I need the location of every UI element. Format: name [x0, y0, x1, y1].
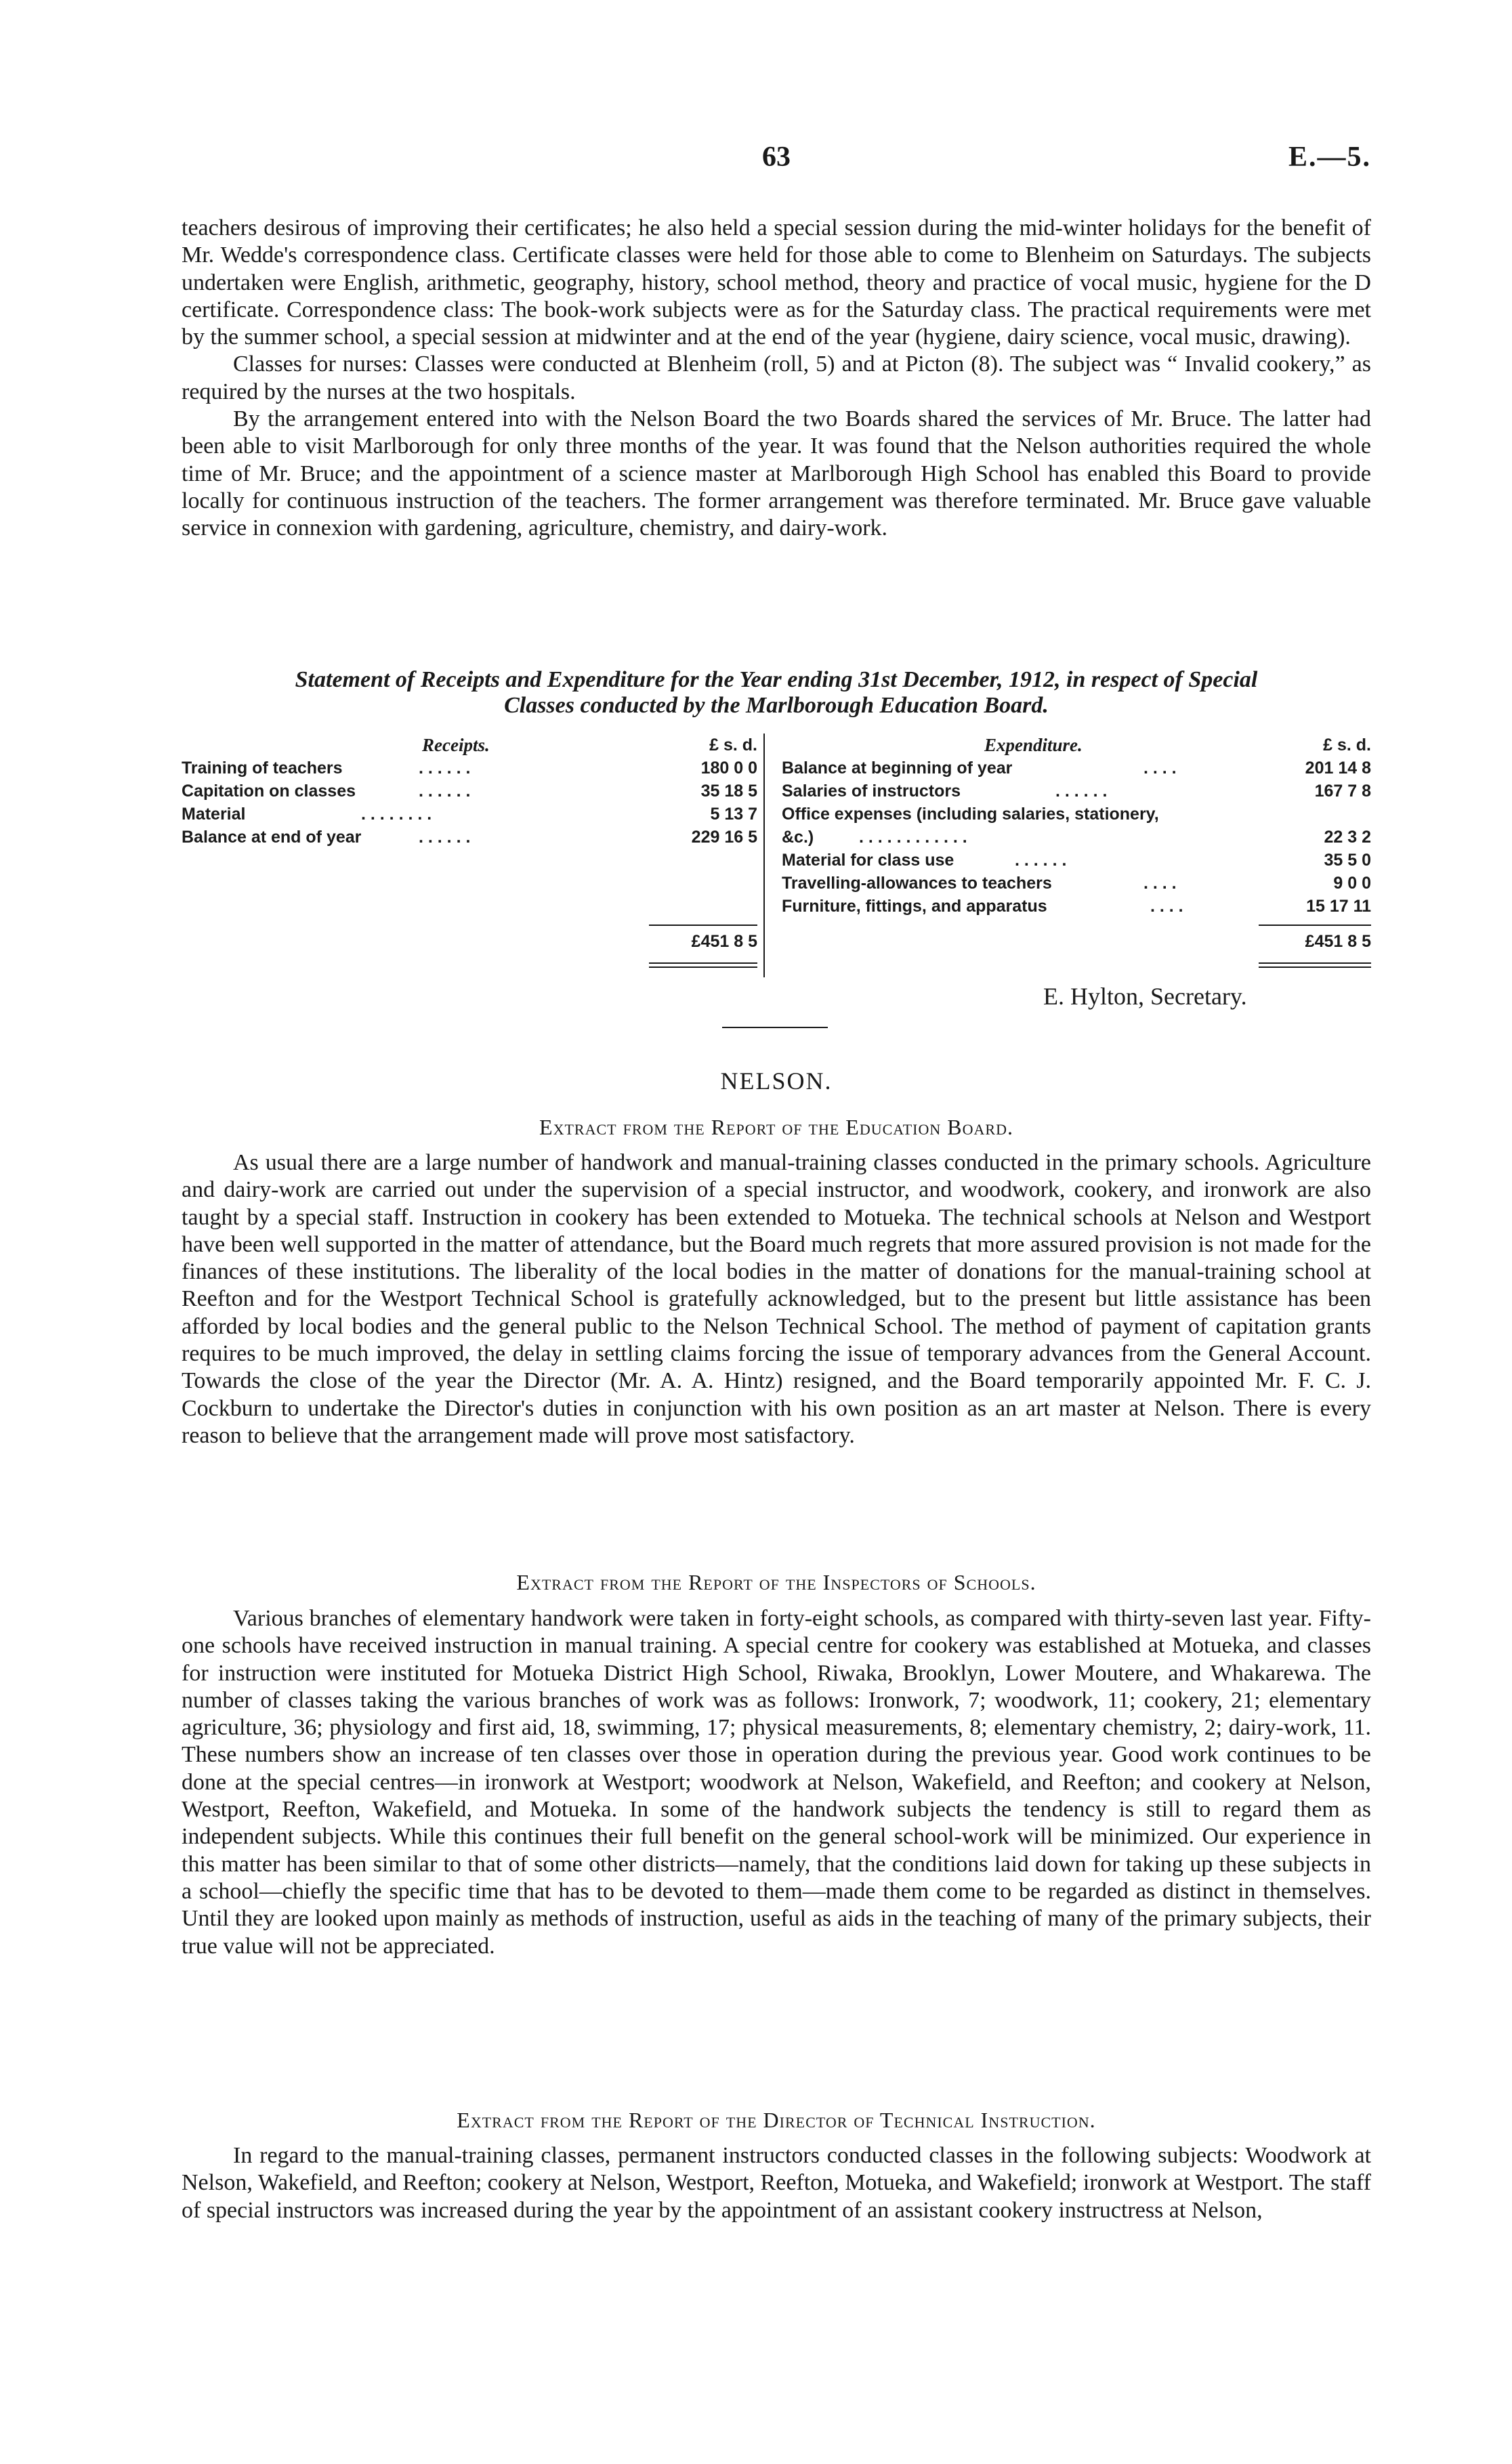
expenditure-row-label: &c.): [782, 828, 814, 847]
receipt-row-label: Material: [182, 805, 246, 824]
expenditure-row-leader: . . . .: [1143, 759, 1177, 778]
inspectors-report-heading: Extract from the Report of the Inspectors of Schools.: [516, 1570, 1036, 1594]
expenditure-row-amount: 22 3 2: [1324, 828, 1371, 847]
expenditure-total-rule: [1259, 925, 1371, 926]
board-report-heading: Extract from the Report of the Education Board.: [539, 1115, 1013, 1139]
director-report-heading: Extract from the Report of the Director of Technical Instruction.: [457, 2108, 1096, 2132]
expenditure-row-amount: 201 14 8: [1305, 759, 1371, 778]
receipt-row-label: Balance at end of year: [182, 828, 362, 847]
expenditure-total: £451 8 5: [1305, 932, 1371, 951]
receipt-row-label: Capitation on classes: [182, 782, 356, 801]
expenditure-row-amount: 35 5 0: [1324, 851, 1371, 870]
director-report-text: [182, 2142, 1371, 2224]
receipt-row-amount: 180 0 0: [700, 759, 757, 778]
receipts-heading: Receipts.: [422, 735, 490, 755]
expenditure-row-label: Furniture, fittings, and apparatus: [782, 897, 1047, 916]
nelson-title: NELSON.: [720, 1067, 833, 1095]
receipts-double-rule-top: [649, 962, 757, 964]
statement-title: [182, 667, 1371, 719]
expenditure-double-rule-top: [1259, 962, 1371, 964]
signature: E. Hylton, Secretary.: [1043, 983, 1247, 1010]
expenditure-row-leader: . . . . . . . . . . . .: [859, 828, 967, 847]
expenditure-row-label: Salaries of instructors: [782, 782, 961, 801]
board-report-text: [182, 1149, 1371, 1449]
expenditure-row-amount: 9 0 0: [1333, 874, 1371, 893]
director-report-paragraph: In regard to the manual-training classes, permanent instructors conducted classes in the following subjects: Woodwork at Nelson, Wakefield, and Reefton; cookery at Nelson, Westport, Reefton, Motueka, and Wakefield; ironwork at Westport. The staff of special instructors was increased during the year by the appointment of an assistant cookery instructress at Nelson,: [182, 2143, 1371, 2223]
expenditure-row-leader: . . . . . .: [1015, 851, 1067, 870]
receipt-row-leader: . . . . . .: [419, 759, 471, 778]
receipts-expenditure-table: [182, 734, 1371, 977]
paragraph-mr-bruce: By the arrangement entered into with the Nelson Board the two Boards shared the services of Mr. Bruce. The latter had been able to visit Marlborough for only three months of the year. It was found that the Nelson authorities required the whole time of Mr. Bruce; and the appointment of a science master at Marlborough High School has enabled this Board to provide locally for continuous instruction of the teachers. The former arrangement was therefore terminated. Mr. Bruce gave valuable service in connexion with gardening, agriculture, chemistry, and dairy-work.: [182, 406, 1371, 541]
expenditure-row-leader: . . . . . .: [1055, 782, 1108, 801]
expenditure-row-label: Material for class use: [782, 851, 954, 870]
inspectors-report-paragraph: Various branches of elementary handwork were taken in forty-eight schools, as compared with thirty-seven last year. Fifty-one schools have received instruction in manual training. A special centre for cookery was established at Motueka, and classes for instruction were instituted for Motueka District High School, Riwaka, Brooklyn, Lower Moutere, and Whakarewa. The number of classes taking the various branches of work was as follows: Ironwork, 7; woodwork, 11; cookery, 21; elementary agriculture, 36; physiology and first aid, 18, swimming, 17; physical measurements, 8; elementary chemistry, 2; dairy-work, 11. These numbers show an increase of ten classes over those in operation during the previous year. Good work continues to be done at the special centres—in ironwork at Westport; woodwork at Nelson, Wakefield, and Reefton; and cookery at Nelson, Westport, Reefton, Wakefield, and Motueka. In some of the handwork subjects the tendency is still to regard them as independent subjects. While this continues their full benefit on the general school-work will be minimized. Our experience in this matter has been similar to that of some other districts—namely, that the conditions laid down for taking up these subjects in a school—chiefly the specific time that has to be devoted to them—made them come to be regarded as distinct in themselves. Until they are looked upon mainly as methods of instruction, useful as aids in the teaching of many of the primary subjects, their true value will not be appreciated.: [182, 1606, 1371, 1959]
receipt-row-leader: . . . . . . . .: [361, 805, 432, 824]
column-divider: [763, 734, 765, 977]
receipt-row-leader: . . . . . .: [419, 782, 471, 801]
receipts-total: £451 8 5: [691, 932, 757, 951]
board-report-paragraph: As usual there are a large number of handwork and manual-training classes conducted in the primary schools. Agriculture and dairy-work are carried out under the supervision of a special instructor, and woodwork, cookery, and ironwork are also taught by a special staff. Instruction in cookery has been extended to Motueka. The technical schools at Nelson and Westport have been well supported in the matter of attendance, but the Board much regrets that more assured provision is not made for the finances of these institutions. The liberality of the local bodies in the matter of donations for the manual-training school at Reefton and for the Westport Technical School is gratefully acknowledged, but to the present but little assistance has been afforded by local bodies and the general public to the Nelson Technical School. The method of payment of capitation grants requires to be much improved, the delay in settling claims forcing the issue of temporary advances from the General Account. Towards the close of the year the Director (Mr. A. A. Hintz) resigned, and the Board temporarily appointed Mr. F. C. J. Cockburn to undertake the Director's duties in conjunction with his own position as an art master at Nelson. There is every reason to believe that the arrangement made will prove most satisfactory.: [182, 1150, 1371, 1448]
expenditure-row-label: Balance at beginning of year: [782, 759, 1013, 778]
expenditure-row-amount: 15 17 11: [1306, 897, 1371, 916]
receipts-double-rule-bottom: [649, 967, 757, 968]
expenditure-double-rule-bottom: [1259, 967, 1371, 968]
section-separator: [722, 1027, 828, 1028]
receipts-total-rule: [649, 925, 757, 926]
expenditure-row-leader: . . . .: [1150, 897, 1183, 916]
statement-title-line-2: Classes conducted by the Marlborough Education Board.: [504, 693, 1049, 718]
receipt-row-label: Training of teachers: [182, 759, 343, 778]
paragraph-certificate-classes: teachers desirous of improving their certificates; he also held a special session during the mid-winter holidays for the benefit of Mr. Wedde's correspondence class. Certificate classes were held for those able to come to Blenheim on Saturdays. The subjects undertaken were English, arithmetic, geography, history, school method, theory and practice of vocal music, hygiene for the D certificate. Correspondence class: The book-work subjects were as for the Saturday class. The practical requirements were met by the summer school, a special session at midwinter and at the end of the year (hygiene, dairy science, vocal music, drawing).: [182, 215, 1371, 350]
receipt-row-amount: 35 18 5: [700, 782, 757, 801]
expenditure-currency-heading: £ s. d.: [1323, 736, 1371, 755]
expenditure-row-label: Office expenses (including salaries, stationery,: [782, 805, 1159, 824]
statement-title-line-1: Statement of Receipts and Expenditure for the Year ending 31st December, 1912, in respect of Special: [295, 667, 1258, 692]
paragraph-nurses-classes: Classes for nurses: Classes were conducted at Blenheim (roll, 5) and at Picton (8). The subject was “ Invalid cookery,” as required by the nurses at the two hospitals.: [182, 352, 1371, 404]
receipt-row-amount: 229 16 5: [691, 828, 757, 847]
document-reference: E.—5.: [1288, 142, 1371, 173]
receipt-row-amount: 5 13 7: [710, 805, 757, 824]
page-header: [182, 141, 1371, 182]
expenditure-heading: Expenditure.: [984, 735, 1083, 755]
expenditure-row-leader: . . . .: [1143, 874, 1177, 893]
expenditure-row-amount: 167 7 8: [1314, 782, 1371, 801]
inspectors-report-text: [182, 1605, 1371, 1960]
receipts-currency-heading: £ s. d.: [709, 736, 757, 755]
marlborough-text: [182, 215, 1371, 543]
page-number: 63: [762, 142, 791, 173]
expenditure-row-label: Travelling-allowances to teachers: [782, 874, 1052, 893]
receipt-row-leader: . . . . . .: [419, 828, 471, 847]
